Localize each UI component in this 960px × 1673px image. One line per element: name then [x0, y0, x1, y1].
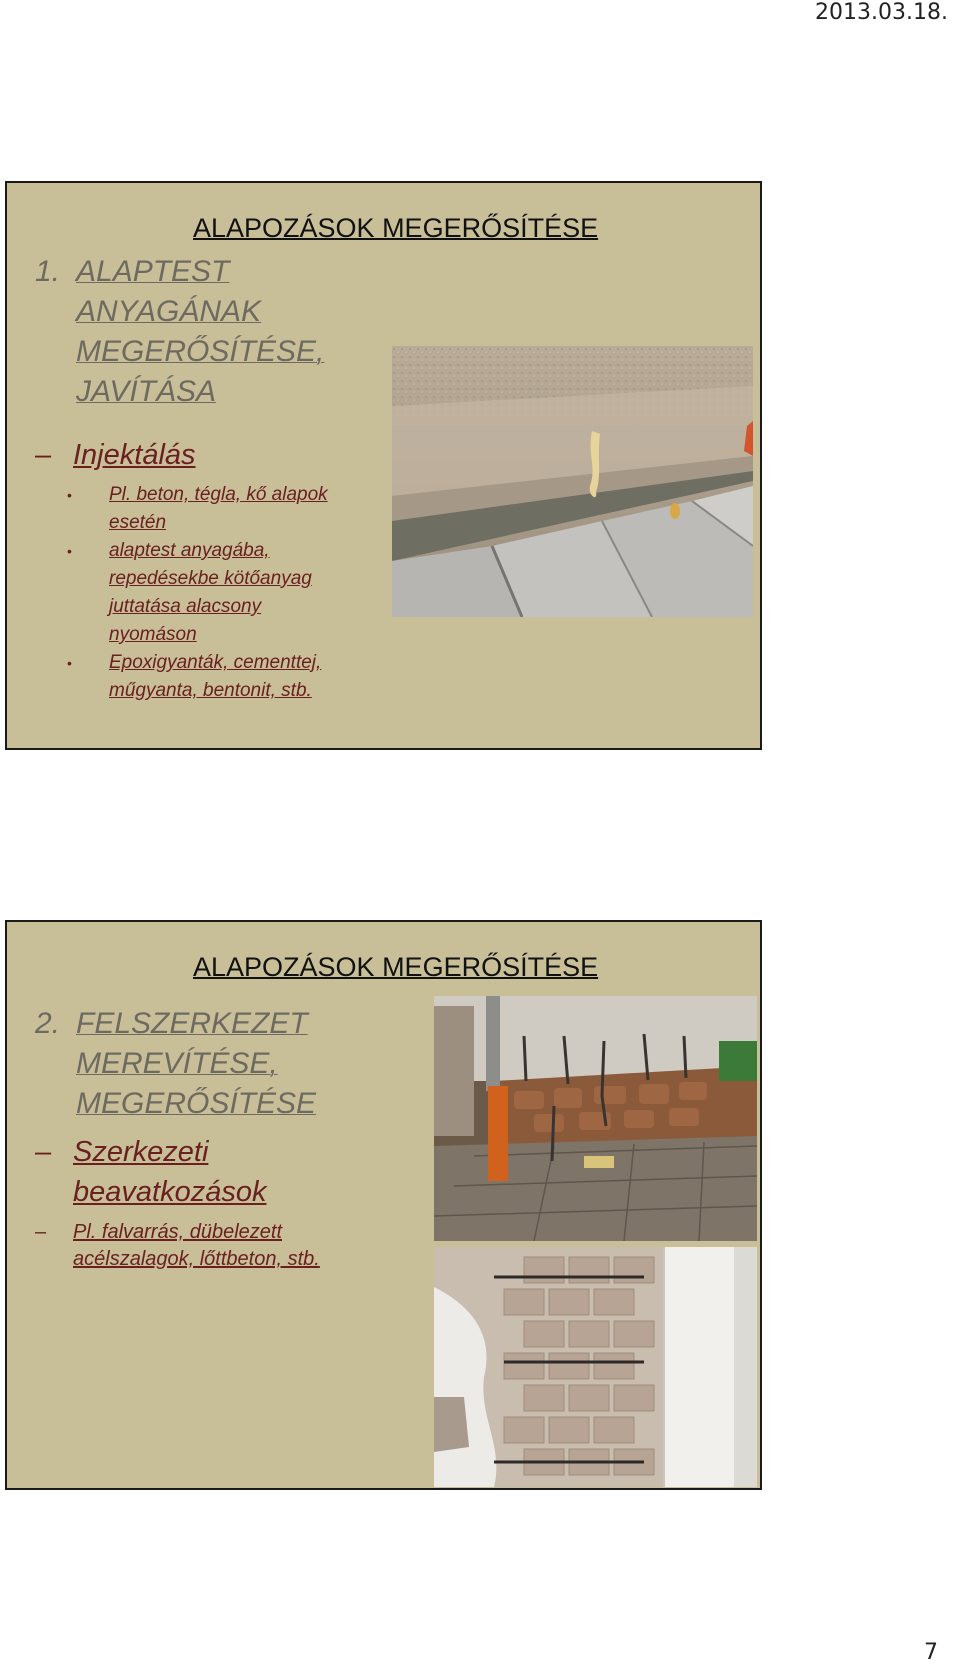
- header-date: 2013.03.18.: [815, 0, 948, 25]
- section-number: 1.: [35, 255, 61, 288]
- slide-title: ALAPOZÁSOK MEGERŐSÍTÉSE: [193, 952, 599, 982]
- dash-marker: –: [35, 1221, 47, 1243]
- bullet-line: esetén: [109, 512, 167, 533]
- dash-item-line: beavatkozások: [73, 1176, 267, 1208]
- bullet-marker: •: [67, 543, 72, 559]
- section-heading-line: MEGERŐSÍTÉSE: [76, 1087, 317, 1120]
- page-number: 7: [924, 1640, 938, 1665]
- section-heading-line: ANYAGÁNAK: [76, 295, 262, 328]
- slide-2: [5, 920, 762, 1490]
- section-heading-line: ALAPTEST: [76, 255, 230, 288]
- bullet-line: Epoxigyanták, cementtej,: [109, 652, 322, 673]
- slide-title: ALAPOZÁSOK MEGERŐSÍTÉSE: [193, 213, 599, 243]
- bullet-line: Pl. beton, tégla, kő alapok: [109, 484, 328, 505]
- wall-stitching-photo: [434, 1247, 757, 1487]
- section-heading-line: MEGERŐSÍTÉSE,: [76, 335, 325, 368]
- dash-item-text: Injektálás: [73, 439, 196, 471]
- foundation-excavation-photo: [434, 996, 757, 1241]
- dash-item-line: acélszalagok, lőttbeton, stb.: [73, 1248, 320, 1270]
- section-heading-line: MEREVÍTÉSE,: [76, 1047, 278, 1080]
- dash-item-line: Szerkezeti: [73, 1136, 209, 1168]
- section-number: 2.: [35, 1007, 61, 1040]
- bullet-line: repedésekbe kötőanyag: [109, 568, 312, 589]
- section-heading-line: JAVÍTÁSA: [76, 375, 217, 408]
- bullet-line: juttatása alacsony: [109, 596, 262, 617]
- slide-1: [5, 181, 762, 750]
- bullet-line: alaptest anyagába,: [109, 540, 270, 561]
- bullet-line: nyomáson: [109, 624, 197, 645]
- dash-item-line: Pl. falvarrás, dübelezett: [73, 1221, 282, 1243]
- bullet-marker: •: [67, 655, 72, 671]
- injection-photo: [392, 346, 753, 617]
- dash-marker: –: [35, 1136, 52, 1168]
- dash-marker: –: [35, 439, 52, 471]
- section-heading-line: FELSZERKEZET: [76, 1007, 308, 1040]
- bullet-line: műgyanta, bentonit, stb.: [109, 680, 312, 701]
- bullet-marker: •: [67, 487, 72, 503]
